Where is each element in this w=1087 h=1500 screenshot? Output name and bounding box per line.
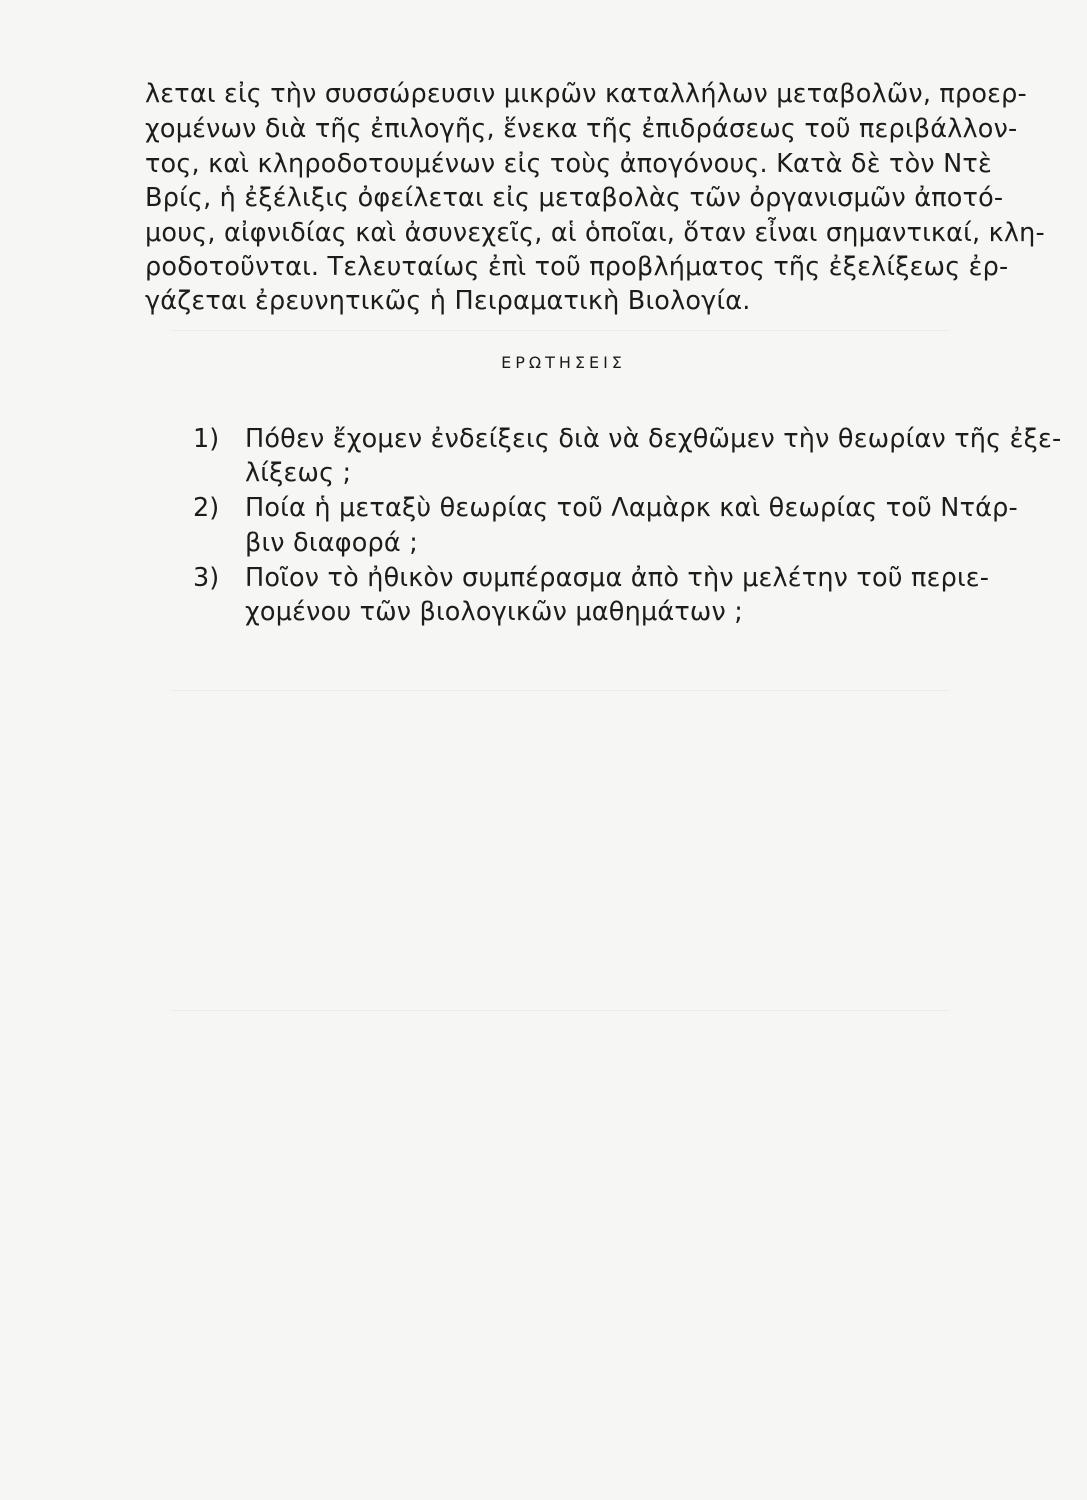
paragraph-line: λεται εἰς τὴν συσσώρευσιν μικρῶν καταλλήλων μεταβολῶν, προερ-: [145, 79, 1027, 109]
paragraph-line: χομένων διὰ τῆς ἐπιλογῆς, ἕνεκα τῆς ἐπιδράσεως τοῦ περιβάλλον-: [145, 114, 1018, 144]
question-number: 1): [193, 424, 220, 454]
question-number: 2): [193, 493, 220, 523]
bleed-through-line: [170, 690, 950, 691]
questions-heading: ΕΡΩΤΗΣΕΙΣ: [501, 353, 626, 372]
question-line: Πόθεν ἔχομεν ἐνδείξεις διὰ νὰ δεχθῶμεν τὴν θεωρίαν τῆς ἐξε-: [245, 424, 1062, 454]
paragraph-line: Βρίς, ἡ ἐξέλιξις ὀφείλεται εἰς μεταβολὰς τῶν ὀργανισμῶν ἀποτό-: [145, 183, 1004, 213]
question-line: βιν διαφορά ;: [245, 528, 419, 558]
question-line: λίξεως ;: [245, 458, 352, 488]
paragraph-line: ροδοτοῦνται. Τελευταίως ἐπὶ τοῦ προβλήματος τῆς ἐξελίξεως ἐρ-: [145, 252, 1009, 282]
question-line: Ποῖον τὸ ἠθικὸν συμπέρασμα ἀπὸ τὴν μελέτην τοῦ περιε-: [245, 563, 990, 593]
question-line: χομένου τῶν βιολογικῶν μαθημάτων ;: [245, 597, 744, 627]
question-line: Ποία ἡ μεταξὺ θεωρίας τοῦ Λαμὰρκ καὶ θεωρίας τοῦ Ντάρ-: [245, 493, 1018, 523]
bleed-through-line: [170, 330, 950, 331]
question-number: 3): [193, 563, 220, 593]
paragraph-line: τος, καὶ κληροδοτουμένων εἰς τοὺς ἀπογόνους. Κατὰ δὲ τὸν Ντὲ: [145, 149, 992, 179]
paragraph-line: γάζεται ἐρευνητικῶς ἡ Πειραματικὴ Βιολογία.: [145, 286, 751, 316]
paragraph-line: μους, αἰφνιδίας καὶ ἀσυνεχεῖς, αἱ ὁποῖαι, ὅταν εἶναι σημαντικαί, κλη-: [145, 218, 1045, 248]
bleed-through-line: [170, 1010, 950, 1011]
